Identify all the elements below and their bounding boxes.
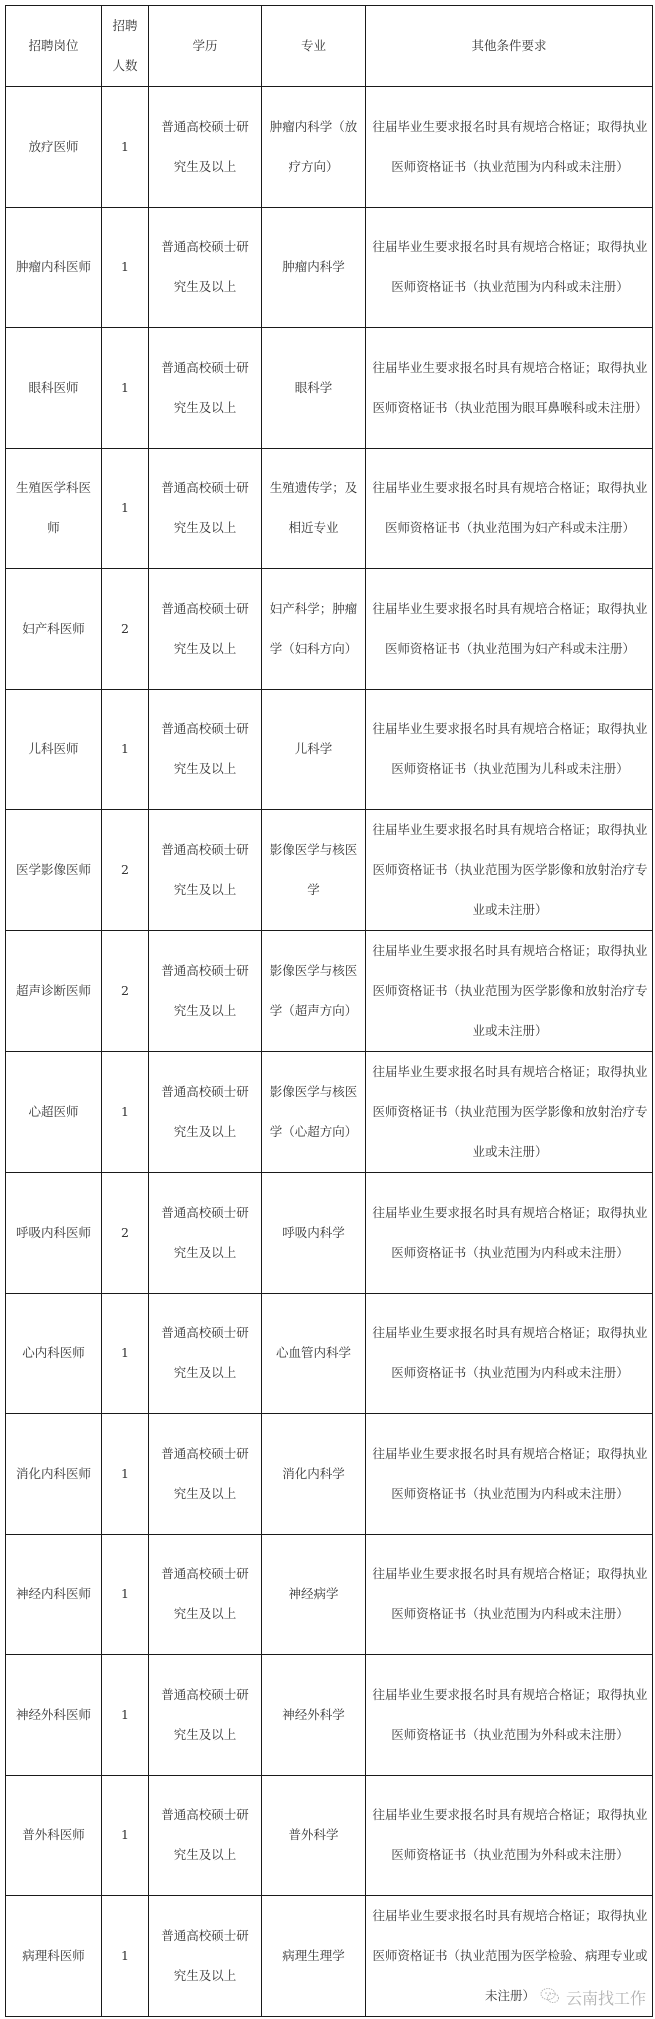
cell-other: 往届毕业生要求报名时具有规培合格证；取得执业医师资格证书（执业范围为内科或未注册） <box>366 1293 653 1414</box>
table-row <box>6 689 653 810</box>
cell-count: 1 <box>102 1052 149 1173</box>
cell-major: 呼吸内科学 <box>262 1173 366 1294</box>
cell-major: 眼科学 <box>262 328 366 449</box>
cell-major: 生殖遗传学；及相近专业 <box>262 448 366 569</box>
table-row <box>6 569 653 690</box>
cell-education: 普通高校硕士研究生及以上 <box>149 1293 262 1414</box>
cell-count: 2 <box>102 1173 149 1294</box>
cell-other: 往届毕业生要求报名时具有规培合格证；取得执业医师资格证书（执业范围为医学影像和放射治疗专业或未注册） <box>366 1052 653 1173</box>
cell-position: 消化内科医师 <box>6 1414 102 1535</box>
cell-position: 眼科医师 <box>6 328 102 449</box>
cell-position: 神经外科医师 <box>6 1655 102 1776</box>
cell-count: 2 <box>102 810 149 931</box>
cell-count: 2 <box>102 569 149 690</box>
cell-count: 1 <box>102 1534 149 1655</box>
cell-position: 心内科医师 <box>6 1293 102 1414</box>
cell-count: 1 <box>102 328 149 449</box>
watermark-text: 云南找工作 <box>565 1988 646 2008</box>
cell-count: 2 <box>102 931 149 1052</box>
cell-education: 普通高校硕士研究生及以上 <box>149 87 262 208</box>
cell-major: 肿瘤内科学（放疗方向） <box>262 87 366 208</box>
cell-other: 往届毕业生要求报名时具有规培合格证；取得执业医师资格证书（执业范围为内科或未注册） <box>366 87 653 208</box>
cell-position: 神经内科医师 <box>6 1534 102 1655</box>
table-header-row <box>6 6 653 87</box>
cell-major: 病理生理学 <box>262 1896 366 2017</box>
header-count: 招聘人数 <box>102 6 149 87</box>
cell-position: 普外科医师 <box>6 1775 102 1896</box>
table-row <box>6 931 653 1052</box>
cell-other: 往届毕业生要求报名时具有规培合格证；取得执业医师资格证书（执业范围为外科或未注册） <box>366 1655 653 1776</box>
cell-position: 放疗医师 <box>6 87 102 208</box>
table-row <box>6 207 653 328</box>
table-row <box>6 1414 653 1535</box>
cell-major: 消化内科学 <box>262 1414 366 1535</box>
recruitment-table <box>5 5 653 2017</box>
cell-position: 呼吸内科医师 <box>6 1173 102 1294</box>
cell-education: 普通高校硕士研究生及以上 <box>149 1052 262 1173</box>
header-position: 招聘岗位 <box>6 6 102 87</box>
cell-education: 普通高校硕士研究生及以上 <box>149 1414 262 1535</box>
cell-education: 普通高校硕士研究生及以上 <box>149 810 262 931</box>
cell-position: 病理科医师 <box>6 1896 102 2017</box>
table-row <box>6 1173 653 1294</box>
cell-other: 往届毕业生要求报名时具有规培合格证；取得执业医师资格证书（执业范围为医学影像和放射治疗专业或未注册） <box>366 810 653 931</box>
cell-major: 神经外科学 <box>262 1655 366 1776</box>
cell-count: 1 <box>102 1414 149 1535</box>
cell-major: 儿科学 <box>262 689 366 810</box>
cell-other: 往届毕业生要求报名时具有规培合格证；取得执业医师资格证书（执业范围为儿科或未注册） <box>366 689 653 810</box>
cell-position: 生殖医学科医师 <box>6 448 102 569</box>
cell-major: 神经病学 <box>262 1534 366 1655</box>
wechat-icon <box>540 1987 560 2010</box>
cell-position: 超声诊断医师 <box>6 931 102 1052</box>
watermark <box>540 1987 646 2010</box>
cell-other: 往届毕业生要求报名时具有规培合格证；取得执业医师资格证书（执业范围为妇产科或未注册） <box>366 569 653 690</box>
cell-other: 往届毕业生要求报名时具有规培合格证；取得执业医师资格证书（执业范围为医学影像和放射治疗专业或未注册） <box>366 931 653 1052</box>
cell-major: 心血管内科学 <box>262 1293 366 1414</box>
cell-count: 1 <box>102 1655 149 1776</box>
cell-other: 往届毕业生要求报名时具有规培合格证；取得执业医师资格证书（执业范围为内科或未注册） <box>366 1414 653 1535</box>
table-row <box>6 1775 653 1896</box>
cell-other: 往届毕业生要求报名时具有规培合格证；取得执业医师资格证书（执业范围为内科或未注册） <box>366 1534 653 1655</box>
table-body <box>6 87 653 2017</box>
cell-count: 1 <box>102 448 149 569</box>
header-major: 专业 <box>262 6 366 87</box>
table-row <box>6 328 653 449</box>
cell-position: 心超医师 <box>6 1052 102 1173</box>
table-row <box>6 448 653 569</box>
cell-other: 往届毕业生要求报名时具有规培合格证；取得执业医师资格证书（执业范围为眼耳鼻喉科或未注册） <box>366 328 653 449</box>
cell-major: 影像医学与核医学（心超方向） <box>262 1052 366 1173</box>
cell-education: 普通高校硕士研究生及以上 <box>149 1655 262 1776</box>
cell-count: 1 <box>102 1293 149 1414</box>
cell-education: 普通高校硕士研究生及以上 <box>149 1534 262 1655</box>
cell-other: 往届毕业生要求报名时具有规培合格证；取得执业医师资格证书（执业范围为内科或未注册） <box>366 207 653 328</box>
cell-count: 1 <box>102 207 149 328</box>
cell-major: 影像医学与核医学 <box>262 810 366 931</box>
table-row <box>6 1052 653 1173</box>
table-row <box>6 87 653 208</box>
cell-education: 普通高校硕士研究生及以上 <box>149 328 262 449</box>
table-row <box>6 1655 653 1776</box>
cell-education: 普通高校硕士研究生及以上 <box>149 1775 262 1896</box>
cell-education: 普通高校硕士研究生及以上 <box>149 1173 262 1294</box>
cell-count: 1 <box>102 1775 149 1896</box>
cell-count: 1 <box>102 1896 149 2017</box>
table-row <box>6 810 653 931</box>
cell-count: 1 <box>102 689 149 810</box>
cell-education: 普通高校硕士研究生及以上 <box>149 207 262 328</box>
cell-other: 往届毕业生要求报名时具有规培合格证；取得执业医师资格证书（执业范围为内科或未注册） <box>366 1173 653 1294</box>
cell-education: 普通高校硕士研究生及以上 <box>149 1896 262 2017</box>
cell-other: 往届毕业生要求报名时具有规培合格证；取得执业医师资格证书（执业范围为医学检验、病理专业或未注册） 云南找工作 <box>366 1896 653 2017</box>
cell-major: 普外科学 <box>262 1775 366 1896</box>
cell-education: 普通高校硕士研究生及以上 <box>149 569 262 690</box>
table-row <box>6 1534 653 1655</box>
cell-education: 普通高校硕士研究生及以上 <box>149 448 262 569</box>
cell-position: 医学影像医师 <box>6 810 102 931</box>
table-row <box>6 1896 653 2017</box>
cell-education: 普通高校硕士研究生及以上 <box>149 931 262 1052</box>
cell-position: 肿瘤内科医师 <box>6 207 102 328</box>
header-education: 学历 <box>149 6 262 87</box>
table-row <box>6 1293 653 1414</box>
cell-position: 妇产科医师 <box>6 569 102 690</box>
cell-other: 往届毕业生要求报名时具有规培合格证；取得执业医师资格证书（执业范围为外科或未注册） <box>366 1775 653 1896</box>
cell-major: 影像医学与核医学（超声方向） <box>262 931 366 1052</box>
cell-major: 肿瘤内科学 <box>262 207 366 328</box>
header-other: 其他条件要求 <box>366 6 653 87</box>
cell-position: 儿科医师 <box>6 689 102 810</box>
cell-education: 普通高校硕士研究生及以上 <box>149 689 262 810</box>
cell-count: 1 <box>102 87 149 208</box>
cell-other: 往届毕业生要求报名时具有规培合格证；取得执业医师资格证书（执业范围为妇产科或未注册） <box>366 448 653 569</box>
cell-major: 妇产科学；肿瘤学（妇科方向） <box>262 569 366 690</box>
